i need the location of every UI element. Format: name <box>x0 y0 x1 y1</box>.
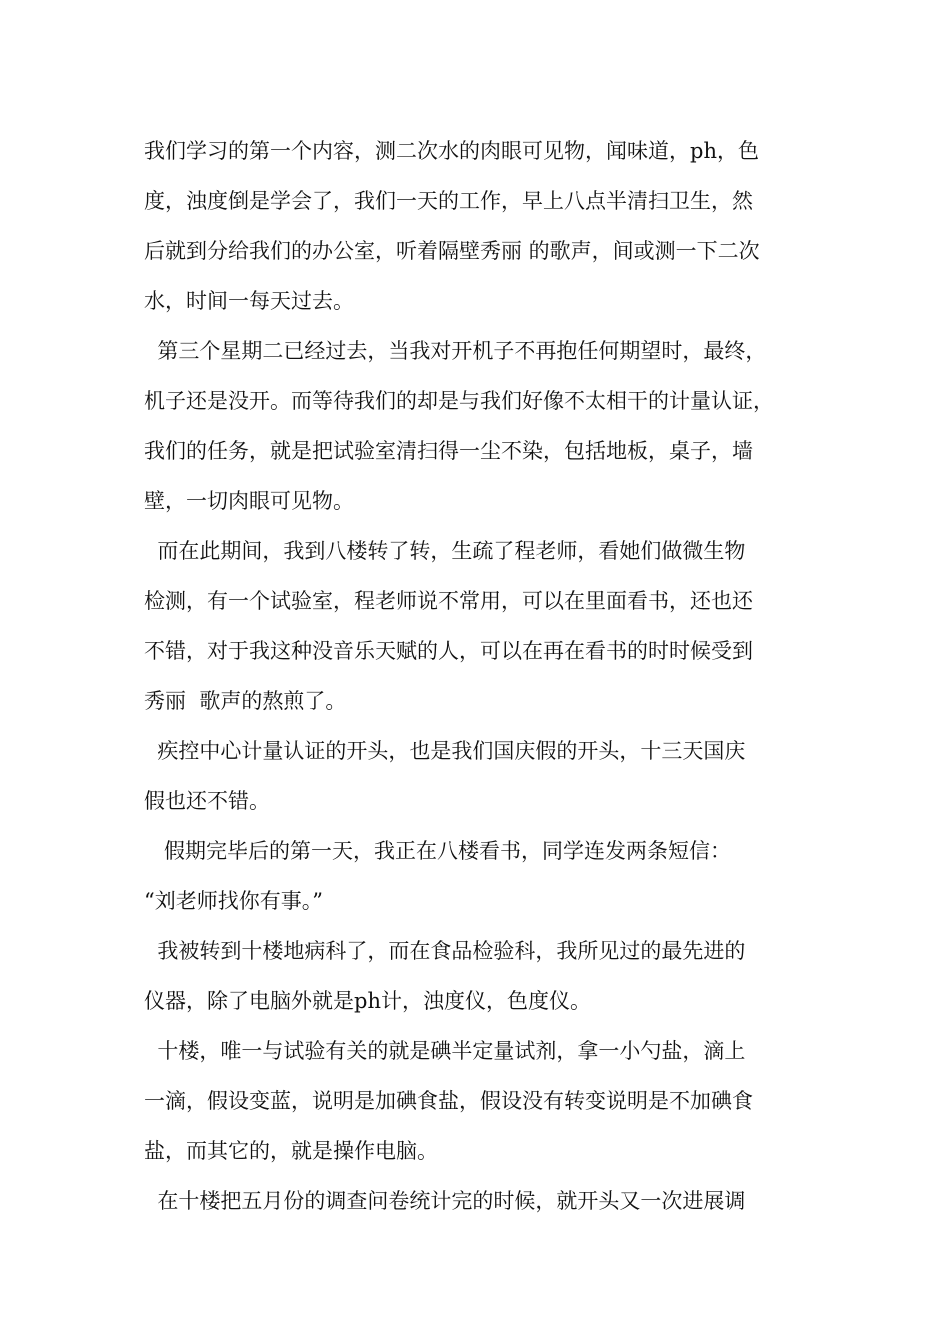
paragraph <box>144 526 814 726</box>
text-line: 不错，对于我这种没音乐天赋的人，可以在再在看书的时时候受到 <box>144 639 753 663</box>
text-line: 我们学习的第一个内容，测二次水的肉眼可见物，闻味道，ph，色 <box>144 139 759 163</box>
text-line: 在十楼把五月份的调查问卷统计完的时候，就开头又一次进展调 <box>144 1189 746 1213</box>
text-line: 检测，有一个试验室，程老师说不常用，可以在里面看书，还也还 <box>144 589 753 613</box>
document-body <box>144 126 814 1226</box>
text-line: 秀丽 歌声的熬煎了。 <box>144 689 347 713</box>
paragraph <box>144 126 814 326</box>
text-line: 仪器，除了电脑外就是ph计，浊度仪，色度仪。 <box>144 989 591 1013</box>
text-line: 假期完毕后的第一天，我正在八楼看书，同学连发两条短信： <box>144 839 732 863</box>
text-line: 假也还不错。 <box>144 789 270 813</box>
paragraph <box>144 826 814 926</box>
paragraph <box>144 326 814 526</box>
text-line: 我被转到十楼地病科了，而在食品检验科，我所见过的最先进的 <box>144 939 746 963</box>
paragraph <box>144 726 814 826</box>
text-line: 盐，而其它的，就是操作电脑。 <box>144 1139 438 1163</box>
text-line: 疾控中心计量认证的开头，也是我们国庆假的开头，十三天国庆 <box>144 739 746 763</box>
text-line: 度，浊度倒是学会了，我们一天的工作，早上八点半清扫卫生，然 <box>144 189 753 213</box>
paragraph <box>144 926 814 1026</box>
text-line: 十楼，唯一与试验有关的就是碘半定量试剂，拿一小勺盐，滴上 <box>144 1039 746 1063</box>
text-line: 第三个星期二已经过去，当我对开机子不再抱任何期望时，最终， <box>144 339 767 363</box>
text-line: 而在此期间，我到八楼转了转，生疏了程老师，看她们做微生物 <box>144 539 746 563</box>
text-line: 一滴，假设变蓝，说明是加碘食盐，假设没有转变说明是不加碘食 <box>144 1089 753 1113</box>
paragraph <box>144 1026 814 1176</box>
text-line: 机子还是没开。而等待我们的却是与我们好像不太相干的计量认证， <box>144 389 774 413</box>
paragraph <box>144 1176 814 1226</box>
text-line: 后就到分给我们的办公室，听着隔壁秀丽 的歌声，间或测一下二次 <box>144 239 760 263</box>
text-line: 壁，一切肉眼可见物。 <box>144 489 354 513</box>
text-line: 我们的任务，就是把试验室清扫得一尘不染，包括地板，桌子，墙 <box>144 439 753 463</box>
text-line: 水，时间一每天过去。 <box>144 289 354 313</box>
text-line: “刘老师找你有事。” <box>144 889 323 913</box>
